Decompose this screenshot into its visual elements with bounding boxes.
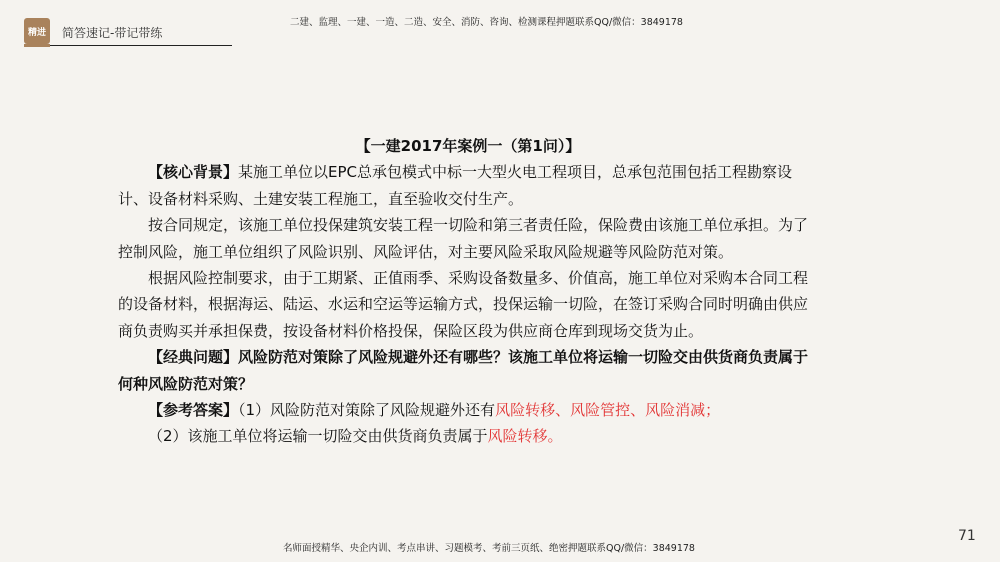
page-number: 71: [958, 528, 976, 544]
answer1-highlight: 风险转移、风险管控、风险消减；: [495, 401, 721, 420]
footer-contact-note: 名师面授精华、央企内训、考点串讲、习题模考、考前三页纸、绝密押题联系QQ/微信：3849178: [283, 543, 695, 554]
question-text: 风险防范对策除了风险规避外还有哪些？该施工单位将运输一切险交由供货商负责属于何种风险防范对策？: [118, 348, 809, 393]
answer2-highlight: 风险转移。: [487, 427, 563, 446]
case-title: 【一建2017年案例一（第1问）】: [355, 137, 581, 155]
answer-label: 【参考答案】: [148, 401, 239, 420]
header-contact-note: 二建、监理、一建、一造、二造、安全、消防、咨询、检测课程押题联系QQ/微信：3849178: [290, 17, 683, 28]
answer2-text: （2）该施工单位将运输一切险交由供货商负责属于: [148, 427, 488, 446]
answer-paragraph-1: [118, 397, 818, 423]
brand-accent-bar: [24, 44, 50, 47]
risk-control-paragraph: 根据风险控制要求，由于工期紧、正值雨季、采购设备数量多、价值高，施工单位对采购本合同工程的设备材料，根据海运、陆运、水运和空运等运输方式，投保运输一切险，在签订采购合同时明确由供应商负责购买并承担保费，按设备材料价格投保，保险区段为供应商仓库到现场交货为止。: [118, 269, 809, 340]
background-text: 某施工单位以EPC总承包模式中标一大型火电工程项目，总承包范围包括工程勘察设计、设备材料采购、土建安装工程施工，直至验收交付生产。: [118, 163, 793, 208]
brand-title: 简答速记-带记带练: [62, 26, 163, 40]
question-paragraph: [118, 344, 818, 397]
brand-underline: [24, 45, 232, 46]
answer-paragraph-2: [118, 423, 818, 449]
question-label: 【经典问题】: [148, 348, 239, 367]
logo: 精进: [24, 18, 50, 44]
slide-content: [118, 133, 818, 450]
contract-paragraph: 按合同规定，该施工单位投保建筑安装工程一切险和第三者责任险，保险费由该施工单位承担。为了控制风险，施工单位组织了风险识别、风险评估，对主要风险采取风险规避等风险防范对策。: [118, 216, 809, 261]
background-paragraph: [118, 159, 818, 212]
background-label: 【核心背景】: [148, 163, 239, 182]
answer1-text: （1）风险防范对策除了风险规避外还有: [238, 401, 496, 420]
